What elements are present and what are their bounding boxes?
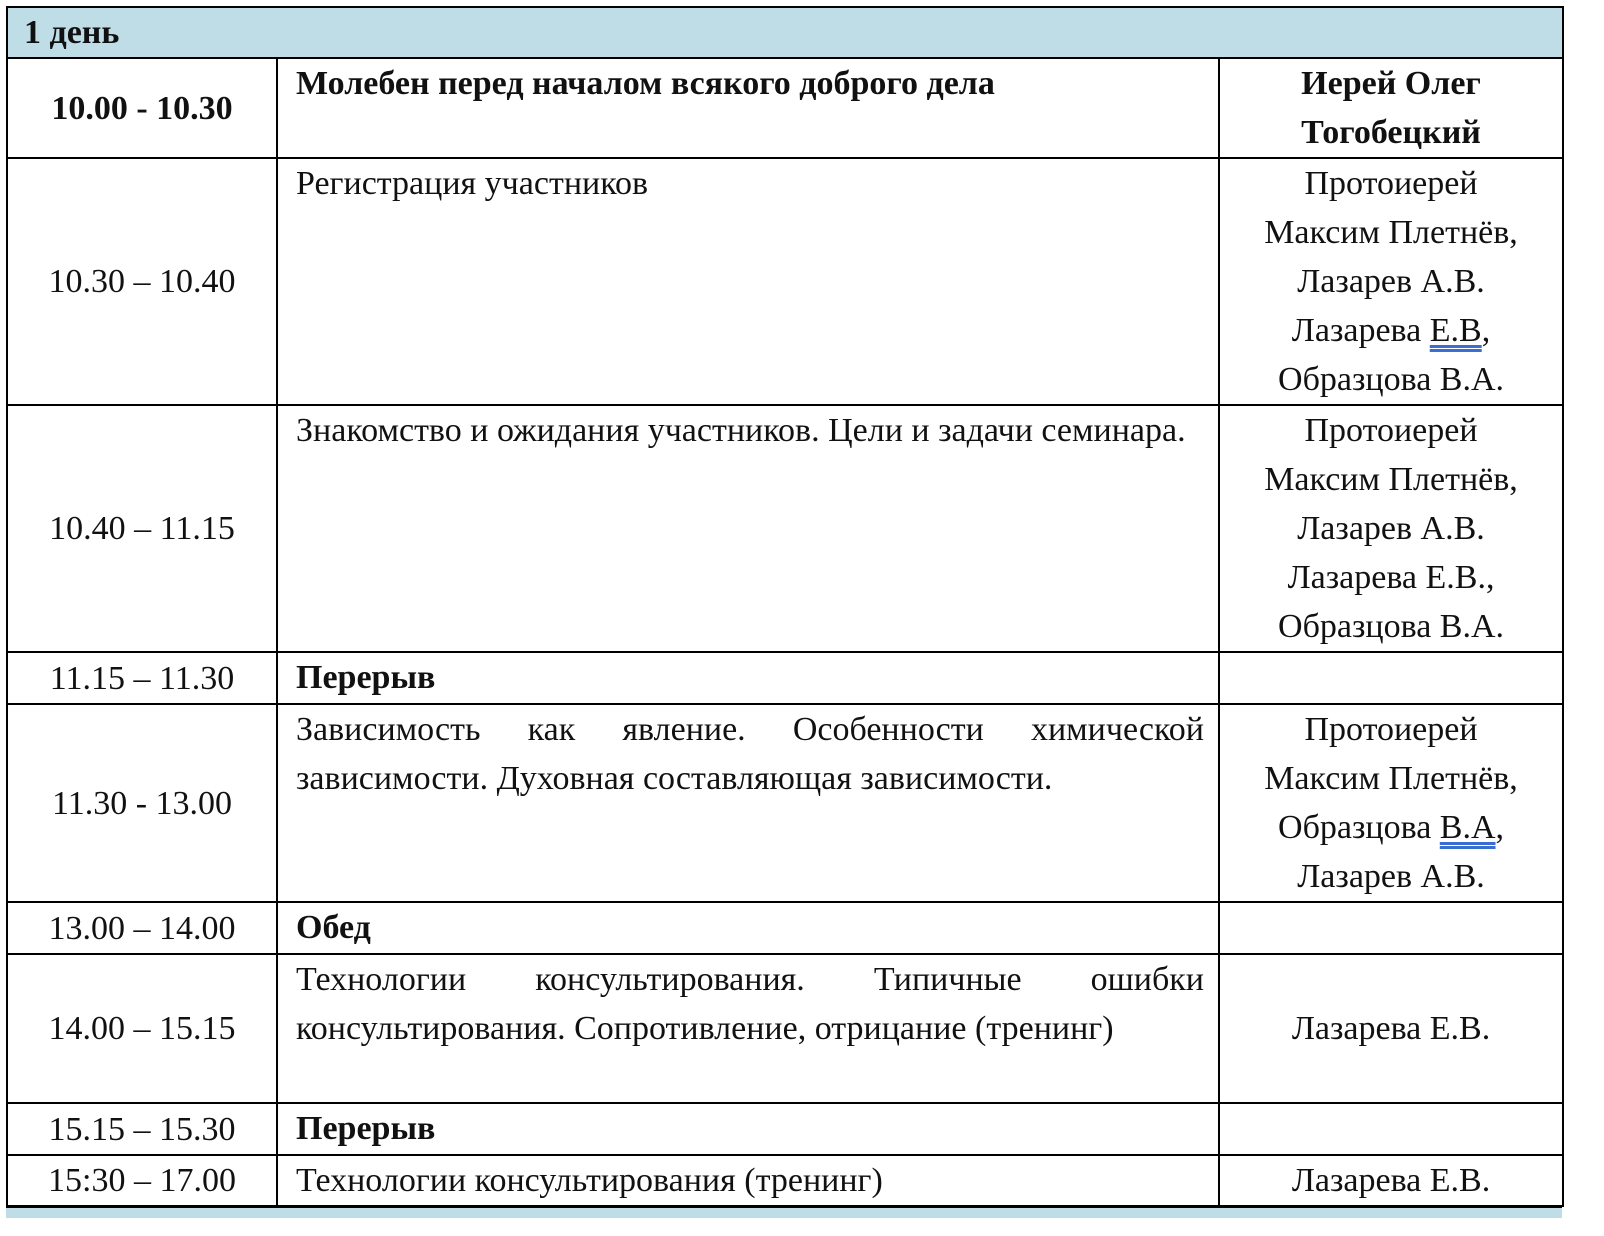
lead-cell xyxy=(1219,954,1563,1103)
time-cell: 11.15 – 11.30 xyxy=(7,652,277,704)
lead-line: Максим Плетнёв, xyxy=(1264,760,1518,797)
schedule-row xyxy=(7,1103,1563,1155)
lead-line: Лазарева Е.В. xyxy=(1291,1010,1491,1047)
lead-comma: , xyxy=(1495,809,1505,846)
schedule-row xyxy=(7,652,1563,704)
activity-cell: Перерыв xyxy=(277,652,1219,704)
lead-line: Протоиерей xyxy=(1304,711,1478,748)
activity-cell: Молебен перед началом всякого доброго дела xyxy=(277,58,1219,158)
lead-cell xyxy=(1219,58,1563,158)
lead-line: Тогобецкий xyxy=(1301,114,1481,151)
lead-line: Иерей Олег xyxy=(1301,65,1481,102)
lead-cell xyxy=(1219,704,1563,902)
time-cell: 10.40 – 11.15 xyxy=(7,405,277,652)
lead-line: Лазарев А.В. xyxy=(1297,263,1485,300)
lead-cell xyxy=(1219,902,1563,954)
lead-comma: , xyxy=(1481,312,1491,349)
lead-cell xyxy=(1219,1155,1563,1206)
schedule-row xyxy=(7,902,1563,954)
activity-cell: Знакомство и ожидания участников. Цели и задачи семинара. xyxy=(277,405,1219,652)
lead-cell xyxy=(1219,652,1563,704)
schedule-row xyxy=(7,158,1563,405)
lead-line: Протоиерей xyxy=(1304,165,1478,202)
schedule-row xyxy=(7,58,1563,158)
lead-line: Лазарева Е.В., xyxy=(1287,559,1495,596)
lead-initials-underlined: Е.В xyxy=(1429,312,1482,349)
activity-cell: Технологии консультирования. Типичные ошибки консультирования. Сопротивление, отрицание (тренинг) xyxy=(277,954,1219,1103)
lead-line: Образцова В.А. xyxy=(1278,608,1505,645)
schedule-table xyxy=(6,6,1564,1207)
time-cell: 14.00 – 15.15 xyxy=(7,954,277,1103)
lead-line: Лазарев А.В. xyxy=(1297,510,1485,547)
time-cell: 15.15 – 15.30 xyxy=(7,1103,277,1155)
lead-initials-underlined: В.А xyxy=(1439,809,1496,846)
lead-cell xyxy=(1219,405,1563,652)
activity-cell: Зависимость как явление. Особенности химической зависимости. Духовная составляющая зависимости. xyxy=(277,704,1219,902)
schedule-row xyxy=(7,1155,1563,1206)
time-cell: 13.00 – 14.00 xyxy=(7,902,277,954)
lead-line: Лазарева Е.В. xyxy=(1291,1162,1491,1199)
day-title: 1 день xyxy=(7,7,1563,58)
lead-line: Протоиерей xyxy=(1304,412,1478,449)
activity-cell: Обед xyxy=(277,902,1219,954)
lead-line: Максим Плетнёв, xyxy=(1264,214,1518,251)
time-cell: 10.00 - 10.30 xyxy=(7,58,277,158)
activity-cell: Перерыв xyxy=(277,1103,1219,1155)
lead-line xyxy=(1228,803,1554,852)
schedule-row xyxy=(7,954,1563,1103)
schedule-row xyxy=(7,405,1563,652)
time-cell: 11.30 - 13.00 xyxy=(7,704,277,902)
day-header-row xyxy=(7,7,1563,58)
next-table-header-strip xyxy=(6,1206,1562,1218)
activity-cell: Технологии консультирования (тренинг) xyxy=(277,1155,1219,1206)
schedule-page xyxy=(6,6,1564,1207)
lead-line: Лазарев А.В. xyxy=(1297,858,1485,895)
schedule-row xyxy=(7,704,1563,902)
lead-name: Образцова xyxy=(1278,809,1440,846)
activity-cell: Регистрация участников xyxy=(277,158,1219,405)
time-cell: 10.30 – 10.40 xyxy=(7,158,277,405)
time-cell: 15:30 – 17.00 xyxy=(7,1155,277,1206)
lead-name: Лазарева xyxy=(1291,312,1430,349)
lead-line: Максим Плетнёв, xyxy=(1264,461,1518,498)
lead-cell xyxy=(1219,1103,1563,1155)
lead-cell xyxy=(1219,158,1563,405)
lead-line: Образцова В.А. xyxy=(1278,361,1505,398)
lead-line xyxy=(1228,306,1554,355)
